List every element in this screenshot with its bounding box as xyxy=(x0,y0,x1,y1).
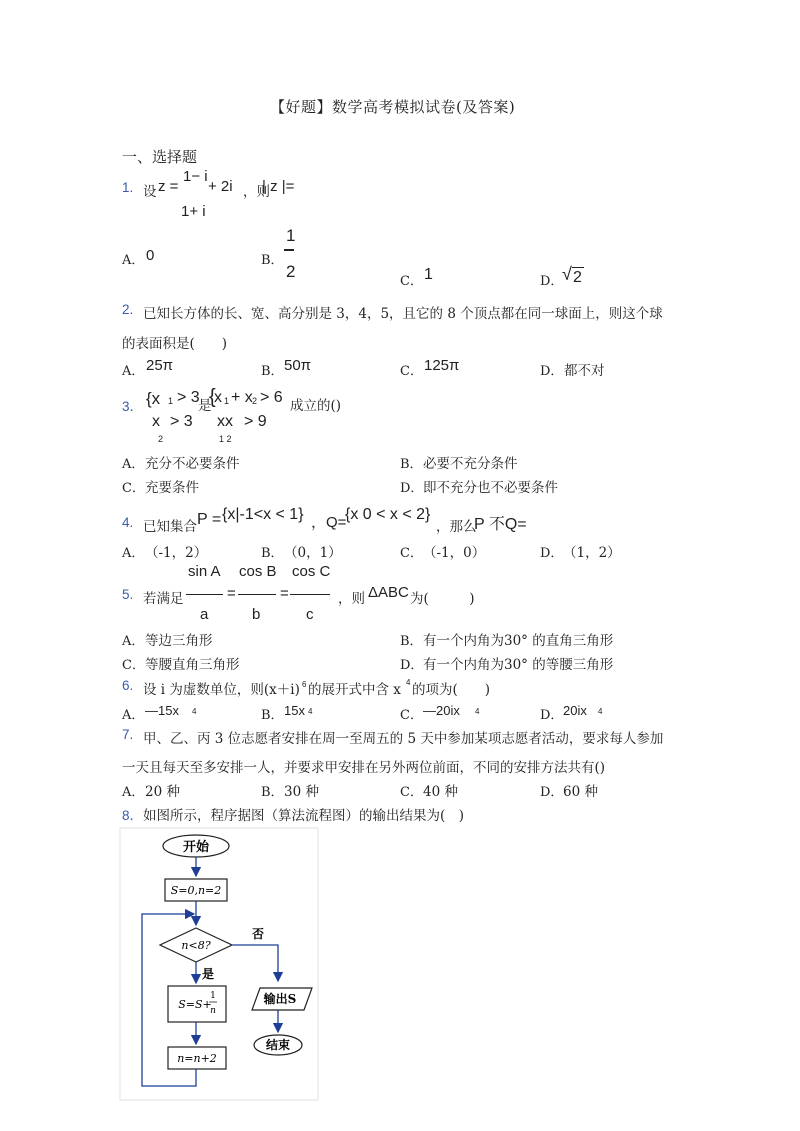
option-c: 1 xyxy=(424,266,433,283)
option-b: 50π xyxy=(284,357,312,374)
subscript: 1 xyxy=(224,396,230,406)
math-expression: P 不Q= xyxy=(474,516,527,533)
branch-no-label: 否 xyxy=(251,927,265,941)
question-text: 的项为( ) xyxy=(412,682,491,698)
subscript: 1 xyxy=(168,396,174,406)
math-expression: {x xyxy=(146,389,161,408)
question-text: 若满足 xyxy=(143,591,184,607)
math-expression: x xyxy=(152,413,160,430)
option-b-label: B． xyxy=(400,634,423,649)
option-d-label: D． xyxy=(540,364,564,379)
option-d-label: D． xyxy=(540,274,564,289)
question-text: 一天且每天至多安排一人，并要求甲安排在另外两位前面，不同的安排方法共有() xyxy=(122,760,606,776)
decision-label: n<8? xyxy=(181,939,211,952)
set-expression: {x 0 < x < 2} xyxy=(345,506,431,523)
question-number: 6. xyxy=(122,678,134,693)
option-c: 等腰直角三角形 xyxy=(145,657,240,673)
fraction-denominator: a xyxy=(200,606,209,623)
sqrt-bar xyxy=(572,267,584,268)
fraction-denominator: c xyxy=(306,606,314,623)
question-text: ，那么 xyxy=(436,519,477,535)
option-c-label: C． xyxy=(122,481,145,496)
option-a: 25π xyxy=(146,357,174,374)
question-text: 的表面积是( ) xyxy=(122,336,228,352)
option-d: 2 xyxy=(573,269,582,286)
option-c: —20ix xyxy=(423,703,460,718)
option-b: （0，1） xyxy=(284,545,342,561)
question-number: 7. xyxy=(122,727,134,742)
output-label: 输出S xyxy=(263,992,297,1006)
branch-yes-label: 是 xyxy=(201,967,215,981)
question-text: 设 i 为虚数单位，则(x＋i) xyxy=(143,682,300,698)
question-text: 设 xyxy=(143,184,157,200)
option-a-label: A． xyxy=(122,634,145,649)
option-d-label: D． xyxy=(400,658,424,673)
section-heading: 一、选择题 xyxy=(122,148,198,166)
subscript: 1 2 xyxy=(219,434,232,444)
process-frac-den: n xyxy=(210,1006,216,1016)
end-label: 结束 xyxy=(265,1038,291,1052)
option-c: 充要条件 xyxy=(145,480,199,496)
option-d: （1，2） xyxy=(563,545,621,561)
question-text: 是 xyxy=(198,398,212,414)
option-a-label: A． xyxy=(122,785,145,800)
brace: { xyxy=(209,386,216,408)
option-a-label: A． xyxy=(122,253,145,268)
question-text: 已知长方体的长、宽、高分别是 3，4，5，且它的 8 个顶点都在同一球面上，则这个球 xyxy=(143,306,663,322)
option-b-label: B． xyxy=(261,364,284,379)
option-b: 30 种 xyxy=(284,784,319,800)
fraction-numerator: 1− i xyxy=(183,168,208,185)
option-d: 60 种 xyxy=(563,784,598,800)
option-b: 15x xyxy=(284,703,305,718)
option-d-label: D． xyxy=(540,708,564,723)
increment-label: n=n+2 xyxy=(177,1052,217,1065)
question-text: 为( ) xyxy=(410,591,475,607)
process-label: S=S+ xyxy=(178,998,212,1011)
option-a-label: A． xyxy=(122,457,145,472)
option-c: 125π xyxy=(424,357,460,374)
math-expression: > 3 xyxy=(177,389,200,406)
option-c: （-1，0） xyxy=(423,545,486,561)
option-d: 都不对 xyxy=(564,363,605,379)
option-d: 即不充分也不必要条件 xyxy=(423,480,558,496)
math-expression: P = xyxy=(197,511,222,528)
option-a: 0 xyxy=(146,247,155,264)
option-c-label: C． xyxy=(400,785,423,800)
option-b: 有一个内角为30° 的直角三角形 xyxy=(423,633,614,649)
option-a-label: A． xyxy=(122,708,145,723)
option-b-label: B． xyxy=(261,253,284,268)
superscript: 4 xyxy=(192,707,197,716)
superscript: 4 xyxy=(308,707,313,716)
math-expression: xx xyxy=(217,413,233,430)
fraction-bar xyxy=(284,249,294,251)
page-title: 【好题】数学高考模拟试卷(及答案) xyxy=(270,98,516,116)
question-number: 4. xyxy=(122,515,134,530)
fraction-numerator: cos B xyxy=(239,563,277,580)
set-expression: {x|-1<x < 1} xyxy=(222,506,304,523)
option-a: 等边三角形 xyxy=(145,633,213,649)
option-d: 20ix xyxy=(563,703,587,718)
math-expression: ΔABC xyxy=(368,584,409,601)
flowchart xyxy=(118,826,323,1104)
superscript: 4 xyxy=(406,678,411,687)
option-d-label: D． xyxy=(540,785,564,800)
subscript: 2 xyxy=(158,434,164,444)
option-d-label: D． xyxy=(400,481,424,496)
superscript: 4 xyxy=(475,707,480,716)
math-expression: + 2i xyxy=(208,178,233,195)
math-expression: z = xyxy=(158,178,179,195)
equals-sign: = xyxy=(227,585,236,602)
option-c-label: C． xyxy=(400,364,423,379)
superscript: 4 xyxy=(598,707,603,716)
init-label: S=0,n=2 xyxy=(170,884,222,897)
equals-sign: = xyxy=(280,585,289,602)
fraction-bar xyxy=(238,594,276,595)
option-c-label: C． xyxy=(400,546,423,561)
math-expression: + x xyxy=(231,389,253,406)
fraction-denominator: 2 xyxy=(286,262,296,281)
question-text: 成立的() xyxy=(290,398,342,414)
start-label: 开始 xyxy=(182,840,210,855)
math-expression: | z |= xyxy=(262,178,295,195)
option-a: 充分不必要条件 xyxy=(145,456,240,472)
option-a: 20 种 xyxy=(145,784,180,800)
option-b-label: B． xyxy=(261,708,284,723)
option-b-label: B． xyxy=(261,785,284,800)
sqrt-symbol: √ xyxy=(562,264,572,284)
option-b: 必要不充分条件 xyxy=(423,456,518,472)
math-expression: > 6 xyxy=(260,389,283,406)
question-text: 甲、乙、丙 3 位志愿者安排在周一至周五的 5 天中参加某项志愿者活动，要求每人参加 xyxy=(143,731,664,747)
question-number: 2. xyxy=(122,302,134,317)
math-expression: > 3 xyxy=(170,413,193,430)
option-a-label: A． xyxy=(122,364,145,379)
option-c-label: C． xyxy=(122,658,145,673)
option-d-label: D． xyxy=(540,546,564,561)
subscript: 2 xyxy=(252,396,258,406)
question-text: 的展开式中含 x xyxy=(308,682,401,698)
math-expression: x xyxy=(214,389,222,406)
question-number: 1. xyxy=(122,180,134,195)
option-c-label: C． xyxy=(400,274,423,289)
option-a: —15x xyxy=(145,703,179,718)
fraction-denominator: 1+ i xyxy=(181,203,206,220)
option-a: （-1，2） xyxy=(145,545,208,561)
question-text: 如图所示，程序据图（算法流程图）的输出结果为( ) xyxy=(143,808,465,824)
question-number: 8． xyxy=(122,808,144,823)
math-expression: ，Q= xyxy=(311,514,347,531)
option-b-label: B． xyxy=(400,457,423,472)
fraction-numerator: cos C xyxy=(292,563,331,580)
question-number: 3． xyxy=(122,399,144,414)
fraction-numerator: 1 xyxy=(286,226,296,245)
fraction-bar xyxy=(186,594,223,595)
question-text: 已知集合 xyxy=(143,519,197,535)
math-expression: > 9 xyxy=(244,413,267,430)
fraction-denominator: b xyxy=(252,606,261,623)
option-c-label: C． xyxy=(400,708,423,723)
fraction-numerator: sin A xyxy=(188,563,221,580)
option-a-label: A． xyxy=(122,546,145,561)
option-b-label: B． xyxy=(261,546,284,561)
option-d: 有一个内角为30° 的等腰三角形 xyxy=(423,657,614,673)
question-number: 5. xyxy=(122,587,134,602)
fraction-bar xyxy=(290,594,330,595)
question-text: ，则 xyxy=(338,591,365,607)
process-frac-num: 1 xyxy=(210,991,216,1001)
superscript: 6 xyxy=(302,680,307,689)
option-c: 40 种 xyxy=(423,784,458,800)
question-text: ，则 xyxy=(243,184,270,200)
